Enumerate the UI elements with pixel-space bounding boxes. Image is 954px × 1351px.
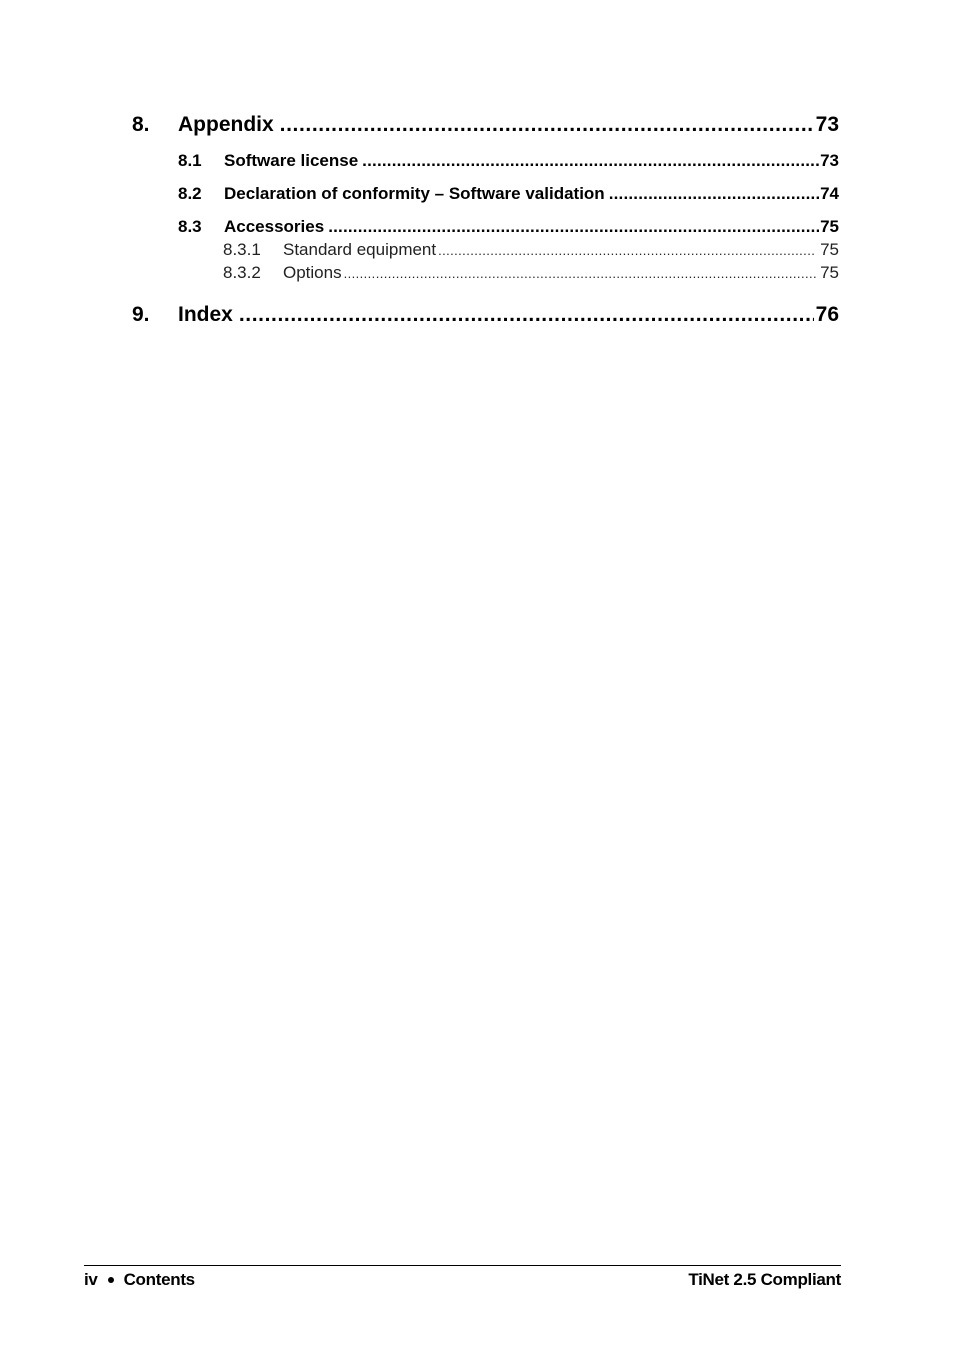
- footer-product-name: TiNet 2.5 Compliant: [688, 1270, 841, 1289]
- page-footer: [84, 1270, 841, 1290]
- toc-entry-title: Standard equipment: [283, 240, 437, 259]
- toc-entry-title: Declaration of conformity – Software validation: [224, 184, 605, 203]
- toc-entry-section-8-1[interactable]: [178, 151, 839, 171]
- toc-entry-page: 73: [815, 113, 839, 136]
- toc-entry-number: 8.3: [178, 217, 202, 236]
- toc-entry-chapter-9[interactable]: [132, 303, 839, 327]
- toc-entry-page: 73: [820, 151, 839, 170]
- toc-entry-title: Options: [283, 263, 342, 282]
- footer-rule: [84, 1265, 841, 1266]
- toc-entry-subsection-8-3-1[interactable]: [223, 240, 839, 260]
- toc-entry-number: 8.2: [178, 184, 202, 203]
- toc-entry-page: 74: [820, 184, 839, 203]
- toc-entry-page: 76: [815, 303, 839, 326]
- footer-left: [84, 1270, 195, 1290]
- dot-leader: [239, 303, 814, 327]
- toc-entry-number: 8.: [132, 113, 150, 136]
- dot-leader: [609, 184, 819, 204]
- toc-entry-title: Software license: [224, 151, 359, 170]
- dot-leader: [344, 263, 816, 283]
- toc-entry-title: Appendix: [178, 113, 274, 136]
- toc-entry-title: Accessories: [224, 217, 325, 236]
- dot-leader: [280, 113, 814, 137]
- bullet-icon: [108, 1277, 114, 1283]
- toc-entry-number: 8.3.2: [223, 263, 261, 282]
- dot-leader: [438, 240, 816, 260]
- dot-leader: [328, 217, 819, 237]
- toc-entry-subsection-8-3-2[interactable]: [223, 263, 839, 283]
- toc-entry-number: 8.1: [178, 151, 202, 170]
- dot-leader: [362, 151, 819, 171]
- toc-entry-page: 75: [820, 263, 839, 282]
- toc-entry-number: 8.3.1: [223, 240, 261, 259]
- footer-section-title: Contents: [123, 1270, 195, 1289]
- footer-page-number: iv: [84, 1270, 98, 1289]
- toc-entry-page: 75: [820, 217, 839, 236]
- toc-entry-number: 9.: [132, 303, 150, 326]
- toc-entry-section-8-3[interactable]: [178, 217, 839, 237]
- toc-entry-page: 75: [820, 240, 839, 259]
- toc-entry-chapter-8[interactable]: [132, 113, 839, 137]
- toc-entry-title: Index: [178, 303, 233, 326]
- toc-entry-section-8-2[interactable]: [178, 184, 839, 204]
